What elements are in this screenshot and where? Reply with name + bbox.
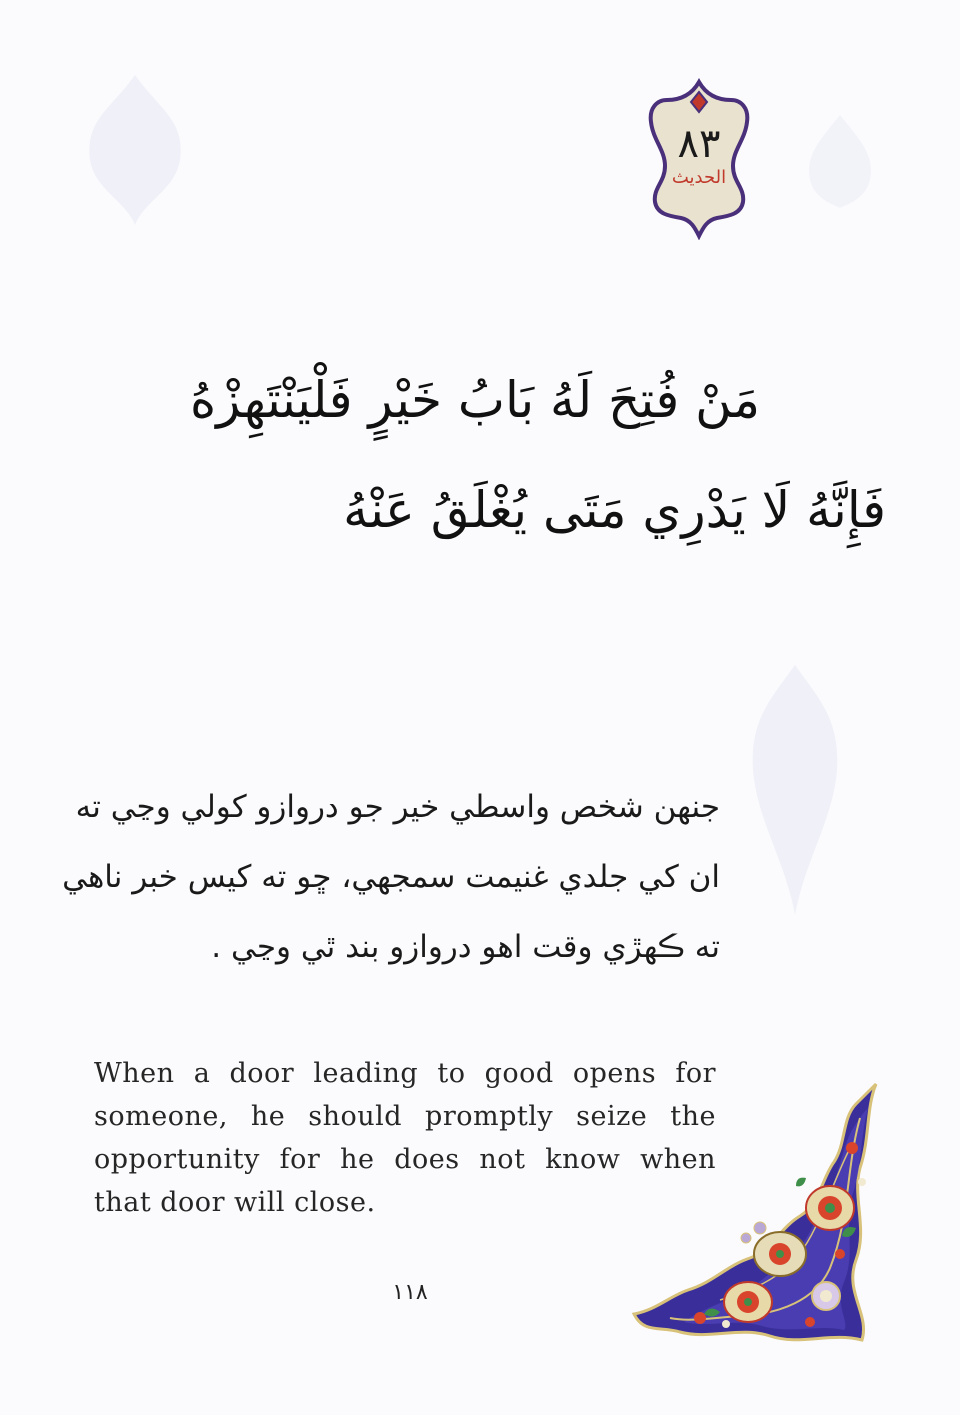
english-line-1: When a door leading to good opens for — [94, 1058, 716, 1089]
sindhi-line-3: ته ڪهڙي وقت اهو دروازو بند ٿي وڃي . — [211, 929, 720, 965]
sindhi-line-2: ان کي جلدي غنيمت سمجهي، ڇو ته کيس خبر ناهي — [62, 859, 720, 895]
watermark-ornament-right — [745, 660, 845, 920]
english-translation — [94, 1052, 716, 1224]
page-number: ١١٨ — [392, 1280, 428, 1305]
flower-medallion-4 — [812, 1282, 840, 1310]
corner-floral-ornament-icon — [630, 1078, 880, 1350]
english-line-4: that door will close. — [94, 1187, 376, 1218]
english-line-2: someone, he should promptly seize the — [94, 1101, 716, 1132]
arabic-line-1: مَنْ فُتِحَ لَهُ بَابُ خَيْرٍ فَلْيَنْتَهِزْهُ — [190, 371, 760, 429]
flower-medallion-3 — [724, 1282, 772, 1322]
hadith-number: ٨٣ — [677, 121, 721, 167]
flower-medallion-1 — [806, 1186, 854, 1230]
watermark-ornament-left — [80, 70, 190, 230]
hadith-number-badge — [645, 78, 753, 240]
english-line-3: opportunity for he does not know when — [94, 1144, 716, 1175]
sindhi-translation — [60, 772, 720, 982]
sindhi-line-1: جنھن شخص واسطي خير جو دروازو کولي وڃي ته — [75, 789, 720, 825]
watermark-ornament-top-right — [800, 110, 880, 210]
flower-medallion-2 — [754, 1232, 806, 1276]
hadith-label: الحديث — [671, 167, 727, 188]
arabic-line-2: فَإِنَّهُ لَا يَدْرِي مَتَى يُغْلَقُ عَنْهُ — [343, 481, 886, 539]
